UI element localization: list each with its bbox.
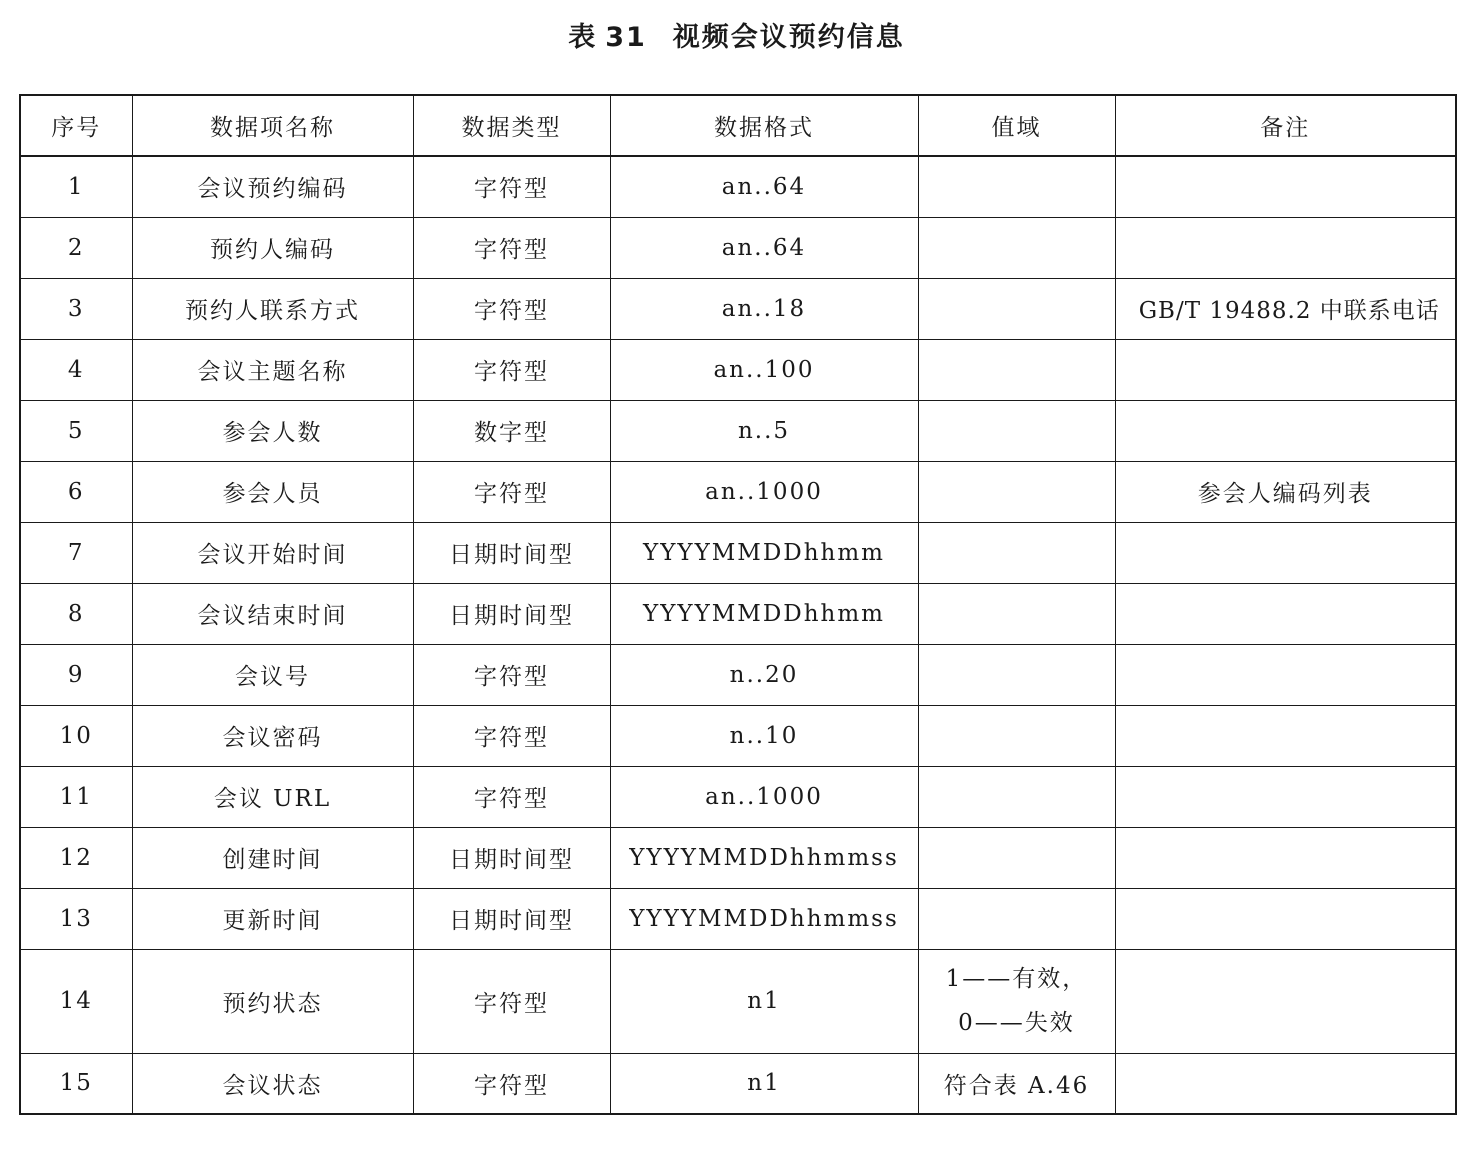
- cell-format: YYYYMMDDhhmm: [610, 583, 918, 644]
- cell-name: 会议预约编码: [132, 156, 413, 217]
- cell-format: an..64: [610, 217, 918, 278]
- cell-seq: 7: [20, 522, 132, 583]
- table-row: [20, 400, 1456, 461]
- cell-format: an..1000: [610, 766, 918, 827]
- cell-range: [918, 583, 1115, 644]
- cell-note: [1115, 827, 1456, 888]
- range-line-valid: 1——有效，: [945, 966, 1088, 992]
- cell-range: [918, 949, 1115, 1053]
- cell-seq: 15: [20, 1053, 132, 1114]
- cell-name: 会议结束时间: [132, 583, 413, 644]
- cell-range: [918, 766, 1115, 827]
- cell-format: n1: [610, 949, 918, 1053]
- table-row: [20, 644, 1456, 705]
- cell-seq: 4: [20, 339, 132, 400]
- cell-seq: 5: [20, 400, 132, 461]
- header-format: 数据格式: [610, 95, 918, 156]
- header-type: 数据类型: [413, 95, 610, 156]
- cell-range: [918, 644, 1115, 705]
- table-row: [20, 1053, 1456, 1114]
- cell-type: 字符型: [413, 1053, 610, 1114]
- cell-seq: 6: [20, 461, 132, 522]
- table-title-text: 视频会议预约信息: [672, 22, 905, 53]
- data-item-table: [19, 94, 1457, 1115]
- cell-seq: 14: [20, 949, 132, 1053]
- cell-name: 更新时间: [132, 888, 413, 949]
- cell-name: 参会人员: [132, 461, 413, 522]
- cell-seq: 2: [20, 217, 132, 278]
- cell-seq: 9: [20, 644, 132, 705]
- cell-note: [1115, 217, 1456, 278]
- cell-type: 字符型: [413, 461, 610, 522]
- cell-name: 预约人编码: [132, 217, 413, 278]
- cell-note: [1115, 949, 1456, 1053]
- cell-note: [1115, 644, 1456, 705]
- cell-type: 字符型: [413, 949, 610, 1053]
- cell-seq: 11: [20, 766, 132, 827]
- cell-name: 预约状态: [132, 949, 413, 1053]
- cell-name: 会议号: [132, 644, 413, 705]
- header-name: 数据项名称: [132, 95, 413, 156]
- cell-range: [918, 705, 1115, 766]
- cell-type: 字符型: [413, 339, 610, 400]
- cell-range: [918, 217, 1115, 278]
- cell-type: 日期时间型: [413, 522, 610, 583]
- cell-type: 字符型: [413, 217, 610, 278]
- table-title-prefix: 表: [568, 22, 598, 53]
- cell-format: n..10: [610, 705, 918, 766]
- cell-name: 会议状态: [132, 1053, 413, 1114]
- cell-name: 创建时间: [132, 827, 413, 888]
- cell-type: 日期时间型: [413, 827, 610, 888]
- cell-note: [1115, 1053, 1456, 1114]
- cell-range: [918, 156, 1115, 217]
- header-row: [20, 95, 1456, 156]
- cell-note: [1115, 583, 1456, 644]
- cell-seq: 3: [20, 278, 132, 339]
- cell-seq: 12: [20, 827, 132, 888]
- table-title: [0, 14, 1473, 62]
- cell-note: [1115, 766, 1456, 827]
- cell-note: [1115, 400, 1456, 461]
- table-row: [20, 461, 1456, 522]
- table-row: [20, 217, 1456, 278]
- cell-format: an..100: [610, 339, 918, 400]
- cell-range: [918, 522, 1115, 583]
- cell-range: [918, 888, 1115, 949]
- table-row: [20, 705, 1456, 766]
- cell-name: 会议 URL: [132, 766, 413, 827]
- table-row: [20, 949, 1456, 1053]
- cell-range: 符合表 A.46: [918, 1053, 1115, 1114]
- cell-seq: 13: [20, 888, 132, 949]
- cell-type: 字符型: [413, 156, 610, 217]
- cell-range: [918, 339, 1115, 400]
- cell-note: GB/T 19488.2 中联系电话: [1115, 278, 1456, 339]
- cell-note: [1115, 705, 1456, 766]
- table-row: [20, 766, 1456, 827]
- table-row: [20, 156, 1456, 217]
- cell-type: 字符型: [413, 705, 610, 766]
- range-line-invalid: 0——失效: [958, 1010, 1075, 1036]
- cell-name: 会议主题名称: [132, 339, 413, 400]
- cell-name: 参会人数: [132, 400, 413, 461]
- cell-range: [918, 461, 1115, 522]
- cell-note: [1115, 522, 1456, 583]
- cell-range: [918, 278, 1115, 339]
- header-seq: 序号: [20, 95, 132, 156]
- cell-type: 字符型: [413, 278, 610, 339]
- cell-range: [918, 827, 1115, 888]
- cell-type: 字符型: [413, 644, 610, 705]
- cell-note: [1115, 156, 1456, 217]
- cell-format: YYYYMMDDhhmm: [610, 522, 918, 583]
- cell-seq: 8: [20, 583, 132, 644]
- table-row: [20, 888, 1456, 949]
- table-row: [20, 583, 1456, 644]
- cell-type: 字符型: [413, 766, 610, 827]
- header-range: 值域: [918, 95, 1115, 156]
- cell-format: YYYYMMDDhhmmss: [610, 888, 918, 949]
- cell-seq: 10: [20, 705, 132, 766]
- table-row: [20, 827, 1456, 888]
- table-row: [20, 339, 1456, 400]
- cell-type: 数字型: [413, 400, 610, 461]
- cell-name: 会议密码: [132, 705, 413, 766]
- cell-format: n..20: [610, 644, 918, 705]
- cell-type: 日期时间型: [413, 583, 610, 644]
- header-note: 备注: [1115, 95, 1456, 156]
- table-title-number: 31: [605, 22, 647, 53]
- table-row: [20, 522, 1456, 583]
- cell-format: an..18: [610, 278, 918, 339]
- cell-range: [918, 400, 1115, 461]
- cell-seq: 1: [20, 156, 132, 217]
- cell-format: an..1000: [610, 461, 918, 522]
- cell-note: [1115, 888, 1456, 949]
- cell-note: 参会人编码列表: [1115, 461, 1456, 522]
- cell-format: an..64: [610, 156, 918, 217]
- cell-name: 预约人联系方式: [132, 278, 413, 339]
- cell-note: [1115, 339, 1456, 400]
- cell-format: n1: [610, 1053, 918, 1114]
- cell-format: YYYYMMDDhhmmss: [610, 827, 918, 888]
- cell-name: 会议开始时间: [132, 522, 413, 583]
- cell-type: 日期时间型: [413, 888, 610, 949]
- cell-format: n..5: [610, 400, 918, 461]
- table-row: [20, 278, 1456, 339]
